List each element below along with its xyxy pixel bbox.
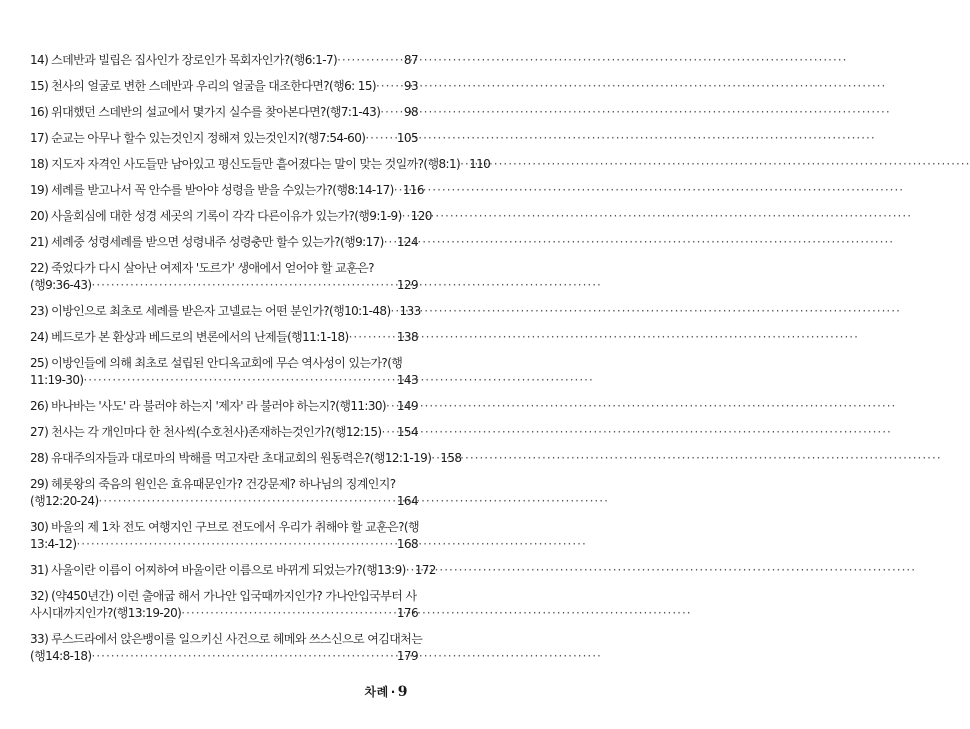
- toc-entry-number: 20): [30, 209, 49, 223]
- table-of-contents: [30, 52, 491, 674]
- toc-entry-title: 세례중 성령세례를 받으면 성령내주 성령충만 할수 있는가?(행9:17): [51, 235, 384, 249]
- toc-leader-dots: [349, 329, 396, 346]
- toc-entry-first-line: [30, 588, 418, 605]
- toc-entry-second-line: [30, 372, 418, 389]
- toc-entry-title: 사울이란 이름이 어찌하여 바울이란 이름으로 바뀌게 되었는가?(행13:9): [51, 563, 406, 577]
- toc-entry-page: 87: [403, 53, 418, 67]
- toc-leader-dots: [376, 78, 403, 95]
- toc-leader-dots: [402, 208, 410, 225]
- toc-leader-dots: [76, 536, 395, 553]
- toc-entry: [30, 303, 421, 320]
- toc-entry: [30, 355, 418, 389]
- toc-leader-dots: [337, 52, 403, 69]
- toc-entry-title: 루스드라에서 앉은뱅이를 일으키신 사건으로 헤메와 쓰스신으로 여김대처는: [51, 632, 423, 646]
- toc-entry-second-line: [30, 277, 418, 294]
- toc-entry-page: 93: [403, 79, 418, 93]
- toc-entry-title: 바울의 제 1차 전도 여행지인 구브로 전도에서 우리가 취해야 할 교훈은?(행: [51, 520, 419, 534]
- toc-entry-line: [30, 450, 462, 467]
- toc-entry: [30, 398, 418, 415]
- toc-entry-title: 헤롯왕의 죽음의 원인은 효유때문인가? 건강문제? 하나님의 징계인지?: [51, 477, 396, 491]
- toc-entry: [30, 631, 423, 665]
- toc-entry-page: 105: [396, 131, 418, 145]
- toc-entry-second-line: [30, 648, 418, 665]
- toc-entry-line: [30, 398, 418, 415]
- toc-entry-page: 98: [403, 105, 418, 119]
- toc-entry-title: 죽었다가 다시 살아난 여제자 '도르가' 생애에서 얻어야 할 교훈은?: [51, 261, 374, 275]
- toc-entry-number: 24): [30, 330, 49, 344]
- toc-entry-title-continued: 13:4-12): [30, 537, 77, 551]
- toc-entry: [30, 130, 418, 147]
- toc-entry-number: 30): [30, 520, 49, 534]
- toc-leader-dots: [391, 303, 399, 320]
- toc-leader-dots: [92, 648, 396, 665]
- toc-entry-title: 스데반과 빌립은 집사인가 장로인가 목회자인가?(행6:1-7): [51, 53, 338, 67]
- toc-entry: [30, 450, 462, 467]
- toc-leader-dots: [380, 104, 403, 121]
- toc-entry-page: 116: [402, 183, 424, 197]
- toc-entry-page: 110: [469, 157, 491, 171]
- toc-entry-line: [30, 130, 418, 147]
- toc-entry-page: 164: [396, 494, 418, 508]
- toc-entry-title-continued: 사시대까지인가?(행13:19-20): [30, 606, 182, 620]
- toc-entry-number: 18): [30, 157, 49, 171]
- toc-entry-page: 176: [396, 606, 418, 620]
- toc-entry: [30, 519, 418, 553]
- toc-entry-number: 32): [30, 589, 49, 603]
- toc-entry: [30, 78, 418, 95]
- toc-entry-number: 22): [30, 261, 49, 275]
- toc-entry-page: 168: [396, 537, 418, 551]
- toc-entry-page: 179: [396, 649, 418, 663]
- toc-entry-page: 149: [396, 399, 418, 413]
- toc-entry-title: 사울회심에 대한 성경 세곳의 기록이 각각 다른이유가 있는가?(행9:1-9): [51, 209, 402, 223]
- toc-entry-number: 14): [30, 53, 49, 67]
- toc-leader-dots: [406, 562, 414, 579]
- toc-entry-page: 158: [440, 451, 462, 465]
- toc-entry-title: 순교는 아무나 할수 있는것인지 정해져 있는것인지?(행7:54-60): [51, 131, 366, 145]
- toc-entry-number: 28): [30, 451, 49, 465]
- toc-entry-first-line: [30, 476, 418, 493]
- toc-leader-dots: [92, 277, 396, 294]
- toc-entry-line: [30, 208, 432, 225]
- toc-entry-title: 유대주의자들과 대로마의 박해를 먹고자란 초대교회의 원동력은?(행12:1-19): [51, 451, 432, 465]
- toc-entry-number: 17): [30, 131, 49, 145]
- toc-entry-number: 16): [30, 105, 49, 119]
- toc-entry-second-line: [30, 536, 418, 553]
- footer-separator: ·: [390, 685, 396, 699]
- toc-leader-dots: [386, 398, 396, 415]
- toc-entry-page: 154: [396, 425, 418, 439]
- footer-label: 차례: [364, 685, 389, 699]
- toc-entry-line: [30, 424, 418, 441]
- toc-entry: [30, 424, 418, 441]
- toc-entry: [30, 234, 418, 251]
- toc-entry-page: 138: [396, 330, 418, 344]
- toc-entry-title: 이방인들에 의해 최초로 설립된 안디옥교회에 무슨 역사성이 있는가?(행: [51, 356, 403, 370]
- toc-entry-line: [30, 52, 418, 69]
- toc-entry-title: 천사는 각 개인마다 한 천사씩(수호천사)존재하는것인가?(행12:15): [51, 425, 382, 439]
- toc-entry-number: 23): [30, 304, 49, 318]
- toc-entry: [30, 588, 418, 622]
- toc-entry: [30, 260, 418, 294]
- toc-entry-line: [30, 104, 418, 121]
- toc-entry-number: 31): [30, 563, 49, 577]
- toc-entry: [30, 329, 418, 346]
- toc-entry-title-continued: 11:19-30): [30, 373, 84, 387]
- toc-entry: [30, 156, 491, 173]
- toc-entry-number: 21): [30, 235, 49, 249]
- toc-entry-page: 124: [396, 235, 418, 249]
- toc-entry-line: [30, 156, 491, 173]
- toc-entry: [30, 476, 418, 510]
- toc-entry-second-line: [30, 493, 418, 510]
- toc-leader-dots: [384, 234, 396, 251]
- toc-entry-line: [30, 303, 421, 320]
- toc-entry-line: [30, 78, 418, 95]
- footer-page-number: 9: [397, 684, 408, 700]
- toc-leader-dots: [382, 424, 396, 441]
- toc-entry-line: [30, 562, 436, 579]
- toc-entry-number: 25): [30, 356, 49, 370]
- toc-entry-first-line: [30, 355, 418, 372]
- toc-entry-page: 120: [410, 209, 432, 223]
- toc-entry: [30, 562, 436, 579]
- toc-entry-number: 26): [30, 399, 49, 413]
- toc-entry-number: 27): [30, 425, 49, 439]
- toc-entry-line: [30, 234, 418, 251]
- toc-entry-title-continued: (행9:36-43): [30, 278, 92, 292]
- toc-leader-dots: [460, 156, 468, 173]
- toc-leader-dots: [83, 372, 395, 389]
- toc-entry-number: 33): [30, 632, 49, 646]
- toc-entry-number: 19): [30, 183, 49, 197]
- toc-entry-first-line: [30, 519, 418, 536]
- toc-entry: [30, 182, 424, 199]
- toc-entry-line: [30, 182, 424, 199]
- toc-entry-page: 143: [396, 373, 418, 387]
- toc-entry-title: 위대했던 스데반의 설교에서 몇가지 실수를 찾아본다면?(행7:1-43): [51, 105, 381, 119]
- toc-entry-title: 베드로가 본 환상과 베드로의 변론에서의 난제들(행11:1-18): [51, 330, 349, 344]
- toc-entry-title: 바나바는 '사도' 라 불러야 하는지 '제자' 라 불러야 하는지?(행11:30): [51, 399, 387, 413]
- toc-entry-title: 이방인으로 최초로 세례를 받은자 고넬료는 어떤 분인가?(행10:1-48): [51, 304, 391, 318]
- toc-entry-number: 29): [30, 477, 49, 491]
- toc-leader-dots: [99, 493, 396, 510]
- toc-entry-title: 지도자 자격인 사도들만 남아있고 평신도들만 흩어졌다는 말이 맞는 것일까?(행8:1): [51, 157, 461, 171]
- toc-entry-page: 129: [396, 278, 418, 292]
- toc-entry-title: 천사의 얼굴로 변한 스데반과 우리의 얼굴을 대조한다면?(행6: 15): [51, 79, 376, 93]
- toc-entry-page: 172: [414, 563, 436, 577]
- toc-entry-title-continued: (행14:8-18): [30, 649, 92, 663]
- toc-entry-page: 133: [399, 304, 421, 318]
- toc-leader-dots: [181, 605, 396, 622]
- toc-entry-title-continued: (행12:20-24): [30, 494, 99, 508]
- toc-leader-dots: [431, 450, 439, 467]
- toc-entry-second-line: [30, 605, 418, 622]
- toc-leader-dots: [394, 182, 402, 199]
- toc-entry: [30, 208, 432, 225]
- toc-entry-first-line: [30, 260, 418, 277]
- toc-entry-line: [30, 329, 418, 346]
- toc-entry-title: 세례를 받고나서 꼭 안수를 받아야 성령을 받을 수있는가?(행8:14-17): [51, 183, 394, 197]
- toc-entry-title: (약450년간) 이런 출애굽 해서 가나안 입국때까지인가? 가나안입국부터 사: [51, 589, 417, 603]
- toc-entry: [30, 52, 418, 69]
- page-footer: [365, 683, 409, 700]
- toc-entry-first-line: [30, 631, 423, 648]
- toc-leader-dots: [365, 130, 396, 147]
- toc-entry: [30, 104, 418, 121]
- toc-entry-number: 15): [30, 79, 49, 93]
